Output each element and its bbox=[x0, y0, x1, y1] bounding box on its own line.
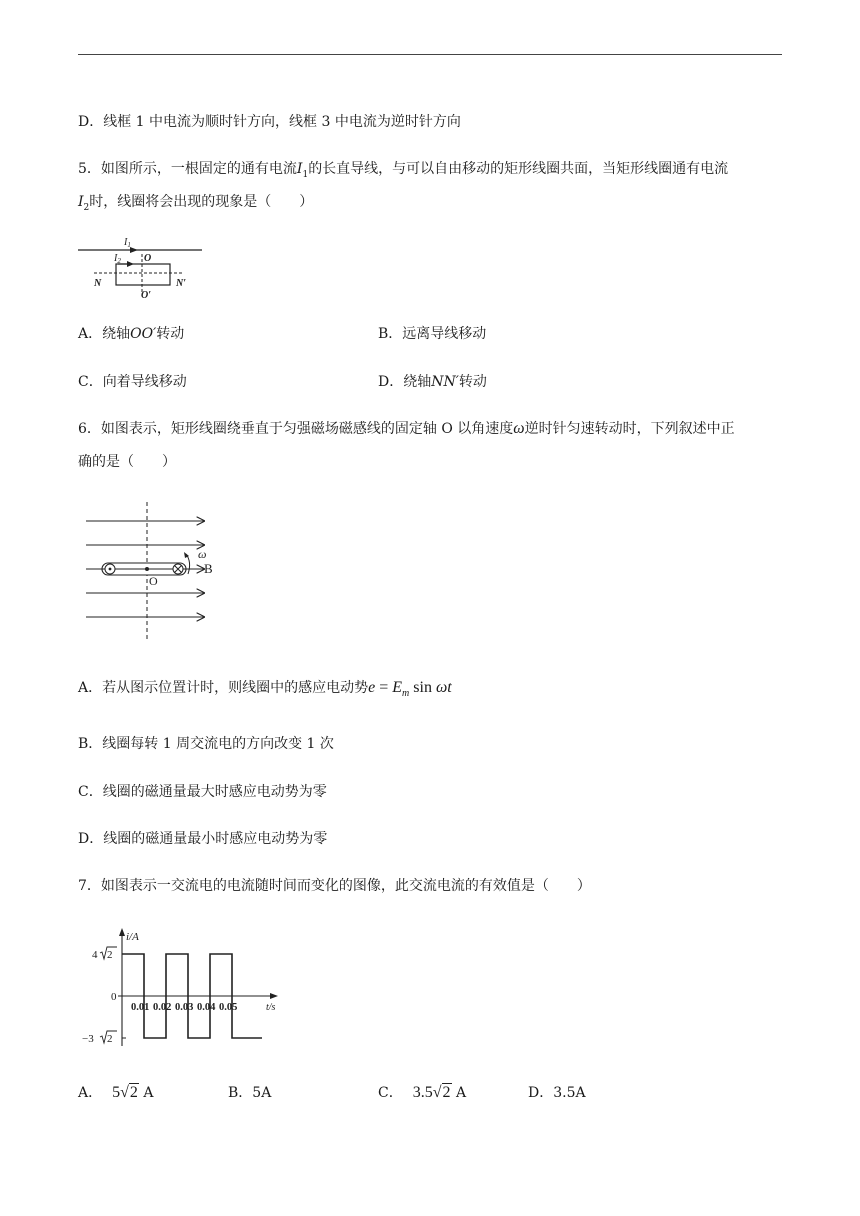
label-o: O bbox=[149, 574, 158, 588]
x-tick-0.05: 0.05 bbox=[219, 1002, 238, 1013]
q6-stem-line2: 确的是（ ） bbox=[78, 454, 176, 470]
svg-text:4: 4 bbox=[92, 949, 98, 961]
y-tick-positive bbox=[92, 947, 117, 961]
label-o: O bbox=[144, 253, 152, 264]
label-omega: ω bbox=[198, 547, 207, 561]
x-axis-label: t/s bbox=[266, 1002, 276, 1013]
y-tick-negative bbox=[82, 1031, 117, 1045]
x-tick-0.04: 0.04 bbox=[197, 1002, 216, 1013]
q7-option-a: A． 5√2 A bbox=[78, 1084, 154, 1101]
q5-option-d: D．绕轴NN′转动 bbox=[378, 374, 487, 390]
x-tick-0.02: 0.02 bbox=[153, 1002, 172, 1013]
q6-option-d: D．线圈的磁通量最小时感应电动势为零 bbox=[78, 831, 328, 847]
q6-figure bbox=[82, 502, 218, 644]
q7-stem: 7．如图表示一交流电的电流随时间而变化的图像，此交流电流的有效值是（ ） bbox=[78, 878, 591, 894]
label-i1: $I_1$ bbox=[124, 237, 131, 249]
q6-option-b: B．线圈每转 1 周交流电的方向改变 1 次 bbox=[78, 736, 334, 752]
q7-option-b: B．5A bbox=[228, 1085, 272, 1101]
current-arrow-i2-icon bbox=[127, 261, 134, 267]
q6-option-a: A．若从图示位置计时，则线圈中的感应电动势$e = E_m$ sin ωt bbox=[78, 679, 452, 700]
q5-option-c: C．向着导线移动 bbox=[78, 374, 187, 390]
emf-equation: $e = E_m$ sin ωt bbox=[368, 679, 452, 700]
origin-label: 0 bbox=[111, 991, 117, 1003]
q7-option-c: C． 3.5√2 A bbox=[378, 1084, 467, 1101]
q5-option-b: B．远离导线移动 bbox=[378, 326, 487, 342]
q7-figure bbox=[78, 926, 284, 1052]
label-i2: $I_2$ bbox=[114, 253, 121, 265]
q6-option-c: C．线圈的磁通量最大时感应电动势为零 bbox=[78, 784, 327, 800]
y-axis-label: i/A bbox=[126, 931, 139, 943]
q6-stem-line1: 6．如图表示，矩形线圈绕垂直于匀强磁场磁感线的固定轴 O 以角速度ω逆时针匀速转动时，下列叙述中正 bbox=[78, 420, 735, 437]
q5-stem-line2: $I_2$时，线圈将会出现的现象是（ ） bbox=[78, 194, 314, 213]
q7-option-d: D．3.5A bbox=[528, 1085, 586, 1101]
x-tick-0.03: 0.03 bbox=[175, 1002, 194, 1013]
svg-text:2: 2 bbox=[107, 1033, 113, 1045]
rectangular-coil bbox=[116, 264, 170, 285]
label-o-prime: O′ bbox=[141, 290, 152, 298]
label-n: N bbox=[94, 278, 102, 289]
x-tick-0.01: 0.01 bbox=[131, 1002, 150, 1013]
label-n-prime: N′ bbox=[176, 278, 187, 289]
q4-option-d: D．线框 1 中电流为顺时针方向，线框 3 中电流为逆时针方向 bbox=[78, 114, 461, 130]
svg-text:2: 2 bbox=[107, 949, 113, 961]
q5-option-a: A．绕轴OO′转动 bbox=[78, 326, 185, 342]
svg-text:−3: −3 bbox=[82, 1033, 94, 1045]
label-b: B bbox=[204, 561, 213, 576]
q5-figure bbox=[78, 234, 208, 298]
q5-stem-line1: 5．如图所示，一根固定的通有电流$I_1$的长直导线，与可以自由移动的矩形线圈共面，当矩形线圈通有电流 bbox=[78, 161, 729, 180]
current-arrow-i1-icon bbox=[130, 247, 138, 253]
header-rule bbox=[78, 54, 782, 55]
